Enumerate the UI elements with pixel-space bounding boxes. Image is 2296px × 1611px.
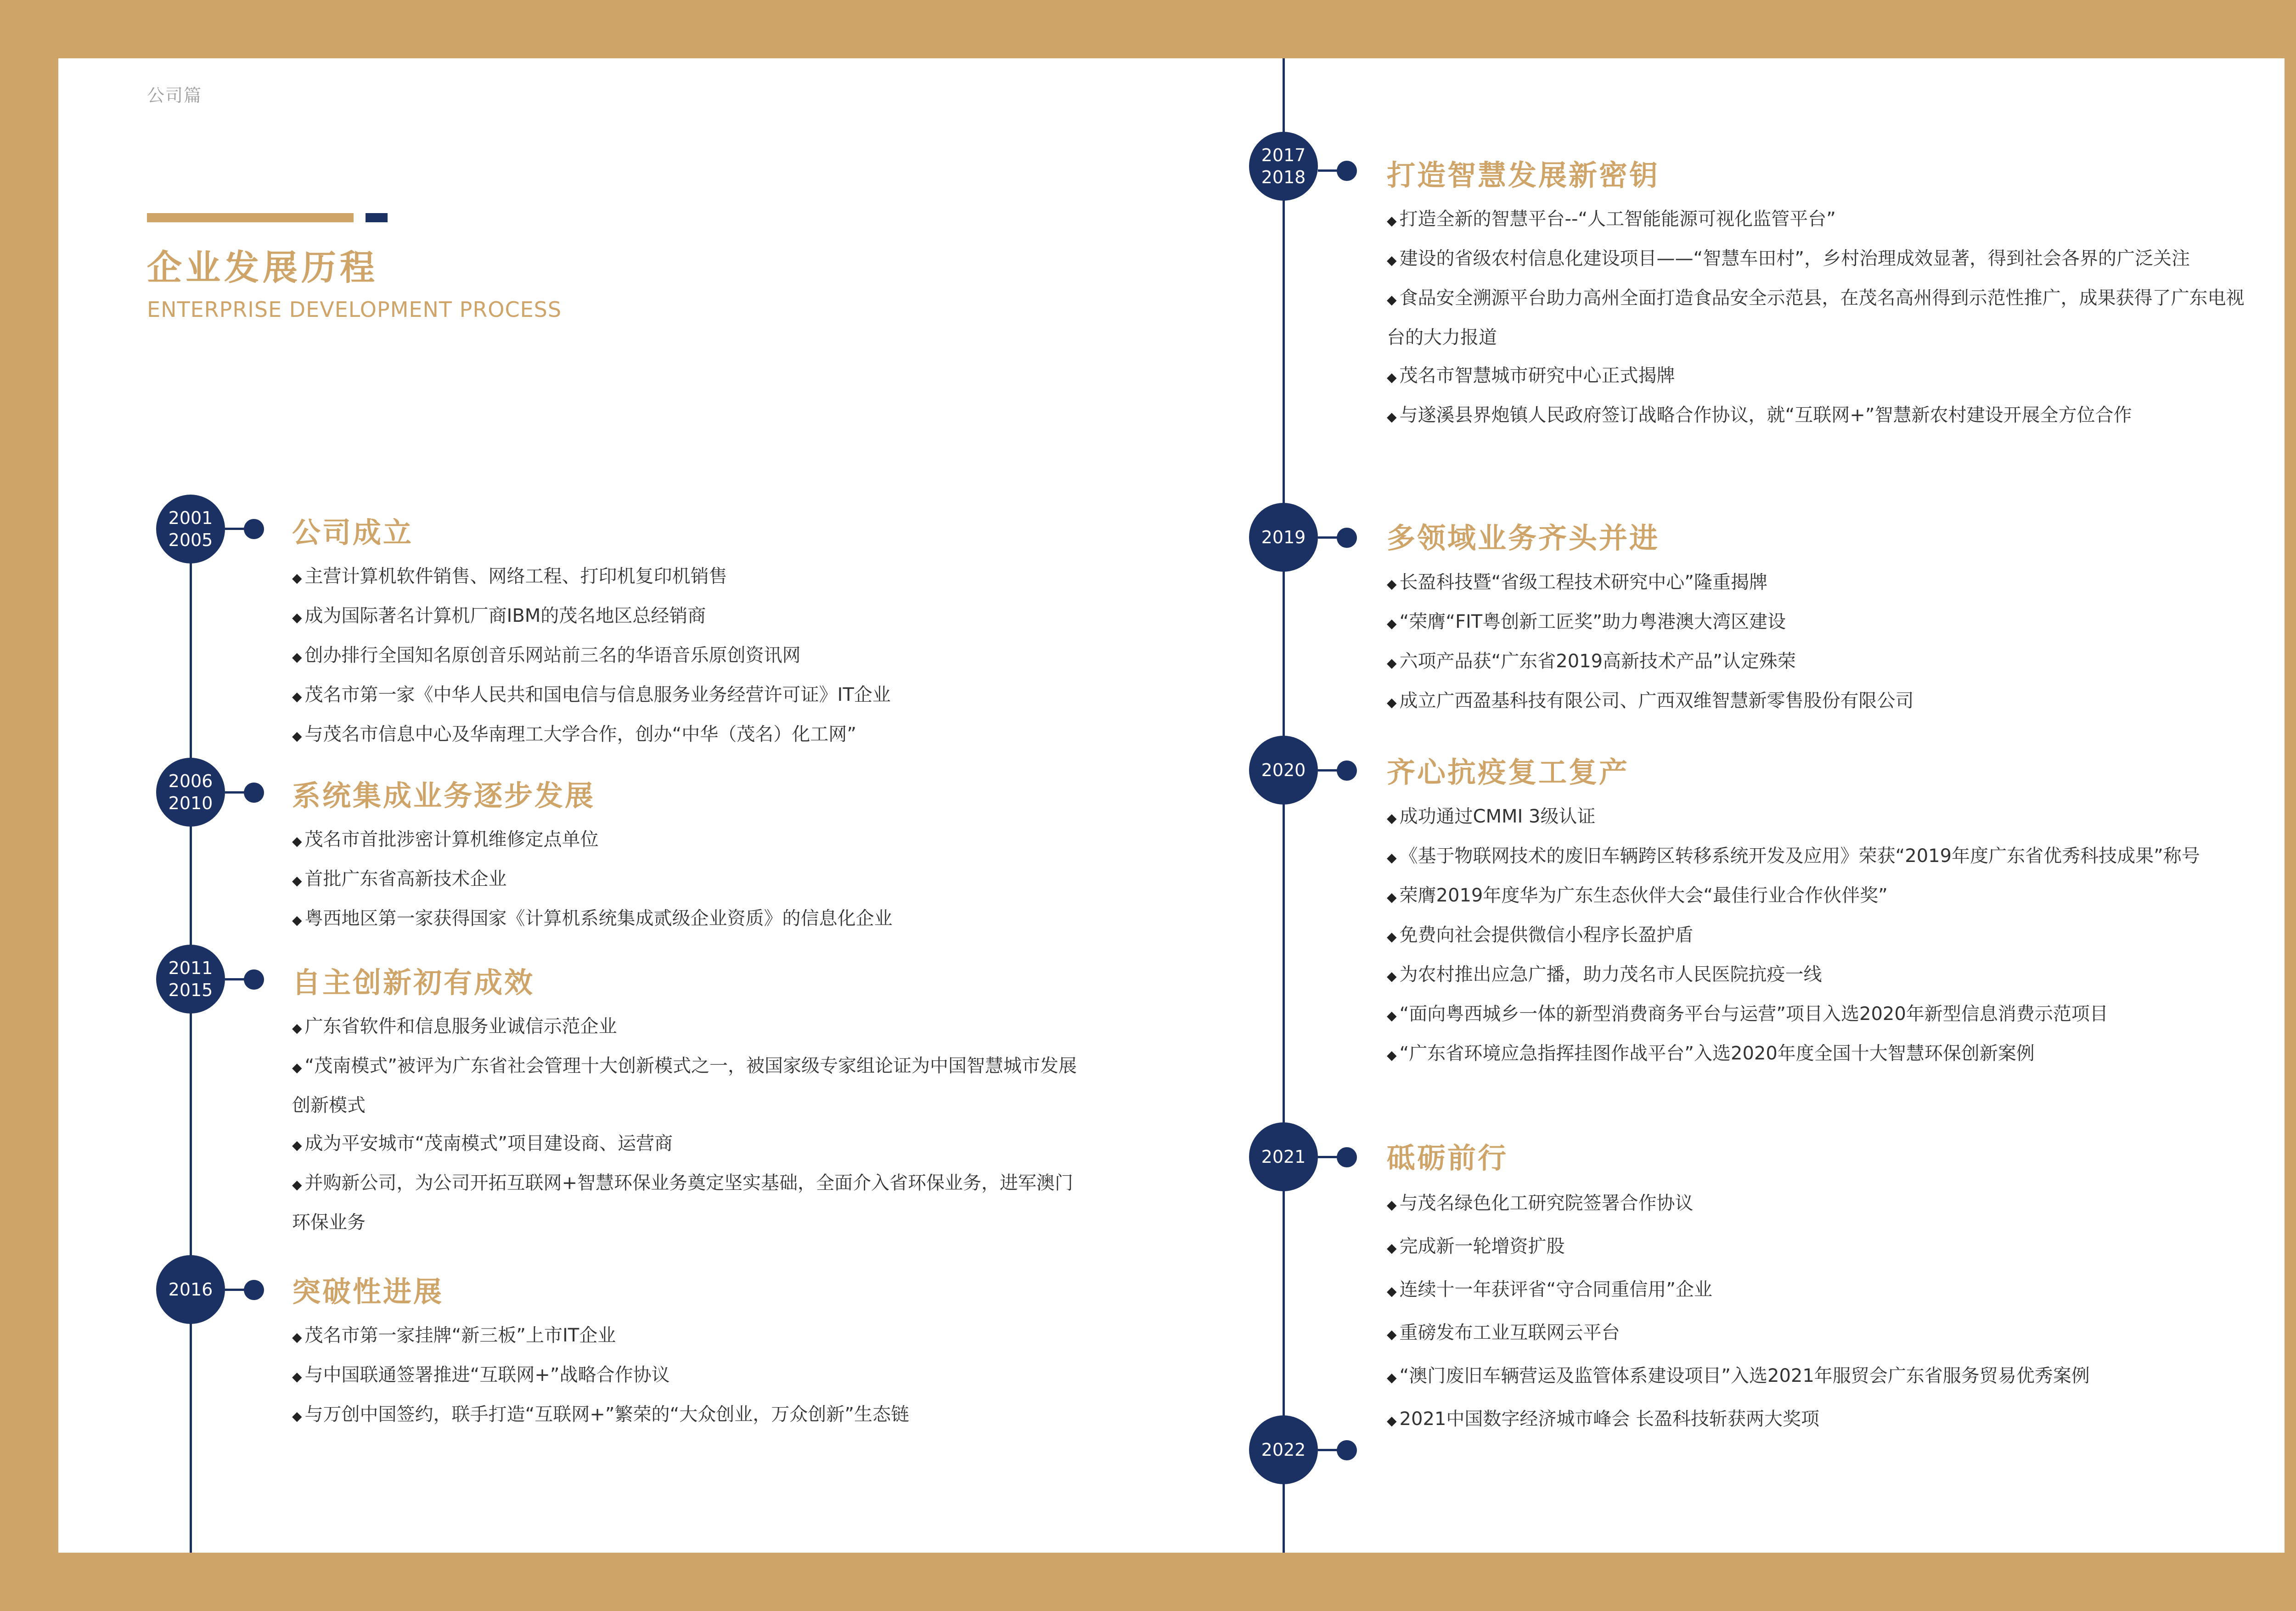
- timeline-dot: [1337, 161, 1357, 181]
- year-badge: 2001 2005: [156, 495, 225, 563]
- timeline-connector: [1318, 1156, 1339, 1158]
- list-item: ◆ 打造全新的智慧平台--“人工智能能源可视化监管平台”: [1387, 208, 1836, 230]
- title-accent-square: [366, 213, 388, 222]
- timeline-connector: [1318, 536, 1339, 539]
- list-item: ◆ 主营计算机软件销售、网络工程、打印机复印机销售: [292, 566, 727, 587]
- list-item: ◆ “荣膺“FIT粤创新工匠奖”助力粤港澳大湾区建设: [1387, 611, 1786, 632]
- title-accent-bar: [147, 213, 354, 222]
- list-item: ◆ 为农村推出应急广播，助力茂名市人民医院抗疫一线: [1387, 964, 1822, 985]
- brochure-page: [58, 58, 2285, 1553]
- section-title: 齐心抗疫复工复产: [1387, 755, 1630, 789]
- list-item: ◆ 与中国联通签署推进“互联网+”战略合作协议: [292, 1364, 670, 1386]
- right-timeline-line: [1283, 58, 1285, 1553]
- year-badge: 2021: [1249, 1122, 1318, 1191]
- section-title: 突破性进展: [292, 1275, 444, 1308]
- year-badge: 2020: [1249, 736, 1318, 805]
- section-title: 打造智慧发展新密钥: [1387, 158, 1660, 192]
- year-badge: 2011 2015: [156, 945, 225, 1014]
- section-items: [292, 1317, 1155, 1435]
- list-item: ◆ 粤西地区第一家获得国家《计算机系统集成贰级企业资质》的信息化企业: [292, 908, 893, 929]
- left-timeline-line: [190, 522, 192, 1553]
- list-item: ◆ 茂名市智慧城市研究中心正式揭牌: [1387, 365, 1675, 386]
- list-item: ◆ 建设的省级农村信息化建设项目——“智慧车田村”，乡村治理成效显著，得到社会各界的广泛关注: [1387, 248, 2190, 269]
- section-title: 砥砺前行: [1387, 1141, 1508, 1175]
- list-item: ◆ 并购新公司，为公司开拓互联网+智慧环保业务奠定坚实基础，全面介入省环保业务，进军澳门环保业务: [292, 1172, 1074, 1233]
- year-badge: 2017 2018: [1249, 132, 1318, 201]
- year-badge: 2006 2010: [156, 758, 225, 827]
- list-item: ◆ 成立广西盈基科技有限公司、广西双维智慧新零售股份有限公司: [1387, 690, 1914, 711]
- list-item: ◆ 免费向社会提供微信小程序长盈护盾: [1387, 924, 1694, 946]
- section-items: [1387, 798, 2250, 1074]
- timeline-dot: [1337, 1147, 1357, 1167]
- timeline-dot: [1337, 528, 1357, 548]
- timeline-connector: [225, 978, 246, 980]
- timeline-connector: [1318, 1449, 1339, 1451]
- list-item: ◆ “澳门废旧车辆营运及监管体系建设项目”入选2021年服贸会广东省服务贸易优秀案例: [1387, 1365, 2090, 1386]
- timeline-connector: [225, 528, 246, 530]
- section-title: 多领域业务齐头并进: [1387, 521, 1660, 555]
- list-item: ◆ 长盈科技暨“省级工程技术研究中心”隆重揭牌: [1387, 572, 1767, 593]
- header-label: 公司篇: [147, 85, 203, 106]
- timeline-connector: [225, 1289, 246, 1291]
- list-item: ◆ 首批广东省高新技术企业: [292, 868, 507, 890]
- timeline-connector: [225, 791, 246, 794]
- section-items: [292, 821, 1155, 939]
- list-item: ◆ 2021中国数字经济城市峰会 长盈科技斩获两大奖项: [1387, 1408, 1820, 1430]
- list-item: ◆ 《基于物联网技术的废旧车辆跨区转移系统开发及应用》荣获“2019年度广东省优秀科技成果”称号: [1387, 845, 2200, 867]
- section-title: 系统集成业务逐步发展: [292, 779, 596, 812]
- list-item: ◆ 成为平安城市“茂南模式”项目建设商、运营商: [292, 1133, 673, 1154]
- year-badge: 2019: [1249, 503, 1318, 572]
- list-item: ◆ 完成新一轮增资扩股: [1387, 1236, 1565, 1257]
- timeline-dot: [244, 1280, 264, 1300]
- timeline-connector: [1318, 769, 1339, 772]
- section-items: [1387, 200, 2250, 436]
- section-title: 自主创新初有成效: [292, 966, 535, 999]
- list-item: ◆ 六项产品获“广东省2019高新技术产品”认定殊荣: [1387, 651, 1796, 672]
- year-badge: 2016: [156, 1255, 225, 1324]
- list-item: ◆ 茂名市第一家《中华人民共和国电信与信息服务业务经营许可证》IT企业: [292, 684, 891, 705]
- list-item: ◆ 成为国际著名计算机厂商IBM的茂名地区总经销商: [292, 605, 706, 626]
- list-item: ◆ 成功通过CMMI 3级认证: [1387, 806, 1596, 827]
- list-item: ◆ 与茂名市信息中心及华南理工大学合作，创办“中华（茂名）化工网”: [292, 724, 856, 745]
- page-subtitle: ENTERPRISE DEVELOPMENT PROCESS: [147, 297, 562, 322]
- list-item: ◆ 食品安全溯源平台助力高州全面打造食品安全示范县，在茂名高州得到示范性推广，成果获得了广东电视台的大力报道: [1387, 287, 2245, 348]
- timeline-dot: [1337, 1440, 1357, 1460]
- list-item: ◆ 与万创中国签约，联手打造“互联网+”繁荣的“大众创业，万众创新”生态链: [292, 1404, 909, 1425]
- list-item: ◆ 重磅发布工业互联网云平台: [1387, 1322, 1620, 1343]
- page-title: 企业发展历程: [147, 247, 378, 288]
- section-items: [1387, 563, 2250, 721]
- list-item: ◆ 连续十一年获评省“守合同重信用”企业: [1387, 1279, 1712, 1300]
- list-item: ◆ 广东省软件和信息服务业诚信示范企业: [292, 1016, 617, 1037]
- list-item: ◆ “广东省环境应急指挥挂图作战平台”入选2020年度全国十大智慧环保创新案例: [1387, 1043, 2035, 1064]
- list-item: ◆ “面向粤西城乡一体的新型消费商务平台与运营”项目入选2020年新型信息消费示范项目: [1387, 1003, 2108, 1025]
- list-item: ◆ 茂名市首批涉密计算机维修定点单位: [292, 829, 599, 850]
- section-items: [1387, 1183, 2250, 1442]
- section-title: 公司成立: [292, 516, 414, 549]
- section-items: [292, 558, 1155, 755]
- list-item: ◆ 与遂溪县界炮镇人民政府签订战略合作协议，就“互联网+”智慧新农村建设开展全方位合作: [1387, 405, 2132, 426]
- timeline-dot: [244, 969, 264, 990]
- timeline-dot: [1337, 760, 1357, 781]
- timeline-dot: [244, 783, 264, 803]
- section-items: [292, 1008, 1082, 1242]
- timeline-dot: [244, 519, 264, 539]
- list-item: ◆ 与茂名绿色化工研究院签署合作协议: [1387, 1193, 1694, 1214]
- list-item: ◆ 创办排行全国知名原创音乐网站前三名的华语音乐原创资讯网: [292, 645, 801, 666]
- list-item: ◆ 荣膺2019年度华为广东生态伙伴大会“最佳行业合作伙伴奖”: [1387, 885, 1888, 906]
- list-item: ◆ “茂南模式”被评为广东省社会管理十大创新模式之一，被国家级专家组论证为中国智慧城市发展创新模式: [292, 1055, 1077, 1116]
- list-item: ◆ 茂名市第一家挂牌“新三板”上市IT企业: [292, 1325, 616, 1346]
- timeline-connector: [1318, 169, 1339, 172]
- year-badge: 2022: [1249, 1415, 1318, 1484]
